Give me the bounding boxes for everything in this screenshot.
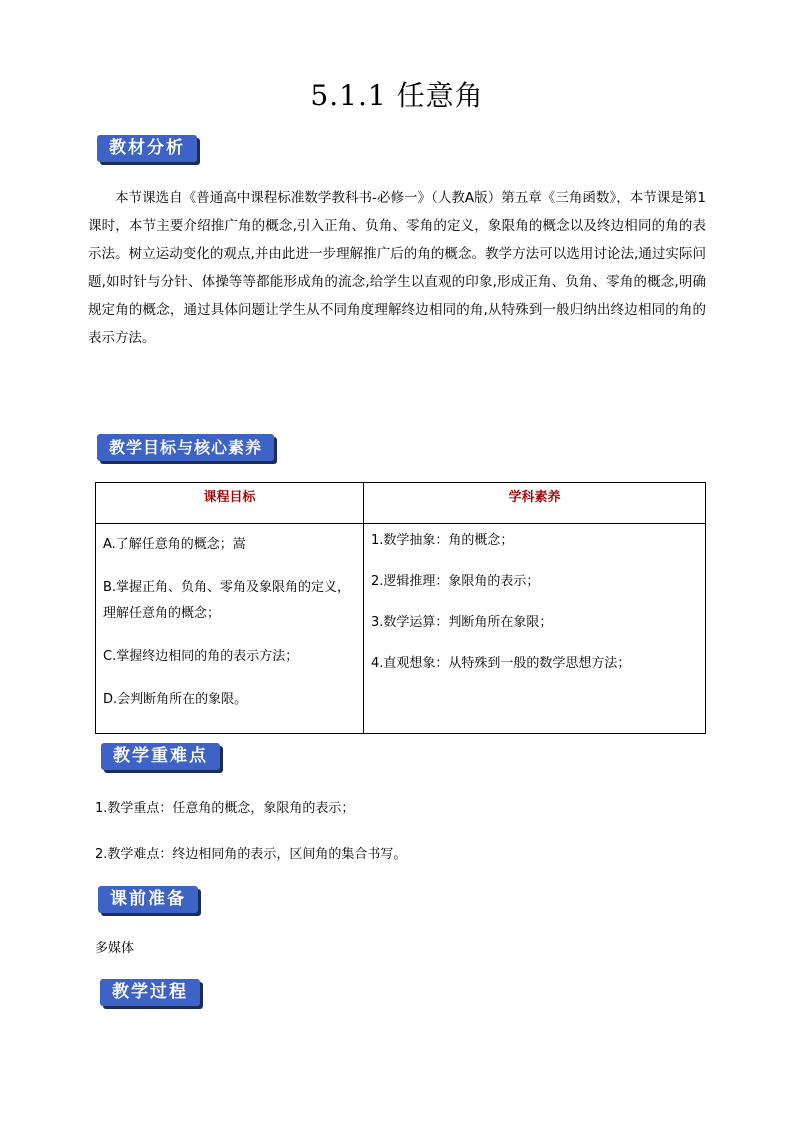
table-header-row bbox=[96, 483, 706, 524]
goal-item: C.掌握终边相同的角的表示方法； bbox=[103, 649, 299, 664]
goal-item: D.会判断角所在的象限。 bbox=[103, 692, 248, 707]
keypoint-item: 1.教学重点：任意角的概念，象限角的表示； bbox=[95, 801, 355, 816]
section-badge-prep: 课前准备 bbox=[98, 886, 198, 913]
analysis-paragraph: 本节课选自《普通高中课程标准数学教科书-必修一》（人教A版）第五章《三角函数》，本节课是第1课时，本节主要介绍推广角的概念,引入正角、负角、零角的定义，象限角的概念以及终边相同的角的表示法。树立运动变化的观点,并由此进一步理解推广后的角的概念。教学方法可以选用讨论法,通过实际问题,如时针与分针、体操等等都能形成角的流念,给学生以直观的印象,形成正角、负角、零角的概念,明确规定角的概念，通过具体问题让学生从不同角度理解终边相同的角,从特殊到一般归纳出终边相同的角的表示方法。 bbox=[88, 190, 706, 346]
section-badge-goals: 教学目标与核心素养 bbox=[97, 434, 274, 461]
keypoint-item: 2.教学难点：终边相同角的表示，区间角的集合书写。 bbox=[95, 847, 407, 862]
goal-item: B.掌握正角、负角、零角及象限角的定义，理解任意角的概念； bbox=[103, 580, 351, 621]
literacy-item: 3.数学运算：判断角所在象限； bbox=[371, 615, 553, 630]
goal-item: A.了解任意角的概念；嵩 bbox=[103, 537, 246, 552]
page-title: 5.1.1 任意角 bbox=[310, 79, 484, 112]
table-header-literacy: 学科素养 bbox=[364, 483, 706, 524]
goals-table bbox=[95, 482, 706, 734]
goals-cell bbox=[96, 524, 364, 734]
section-badge-keypoints: 教学重难点 bbox=[101, 743, 220, 770]
prep-text: 多媒体 bbox=[95, 941, 135, 956]
literacy-item: 4.直观想象：从特殊到一般的数学思想方法； bbox=[371, 656, 631, 671]
table-header-goals: 课程目标 bbox=[96, 483, 364, 524]
section-badge-process: 教学过程 bbox=[100, 979, 200, 1006]
literacy-item: 2.逻辑推理：象限角的表示； bbox=[371, 574, 540, 589]
literacy-item: 1.数学抽象：角的概念； bbox=[371, 533, 514, 548]
table-row bbox=[96, 524, 706, 734]
section-badge-analysis: 教材分析 bbox=[97, 135, 197, 162]
literacy-cell bbox=[364, 524, 706, 734]
